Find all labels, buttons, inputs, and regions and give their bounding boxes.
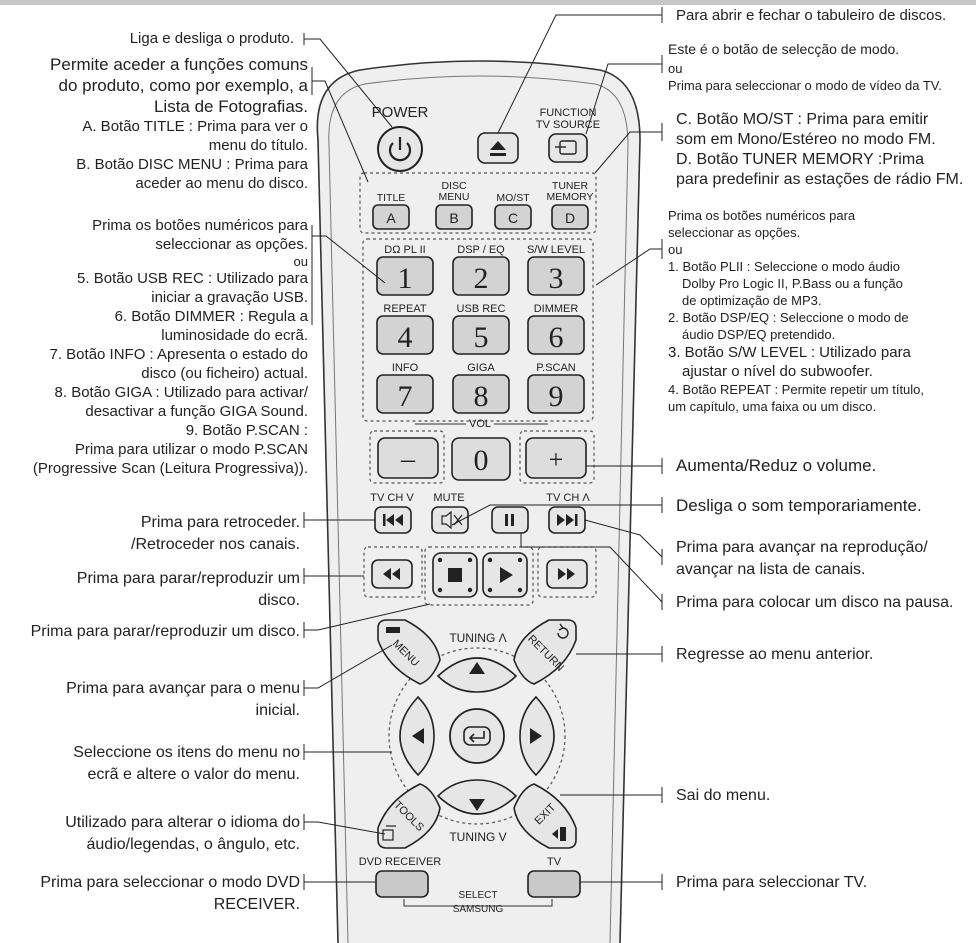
callout-rewind <box>131 512 300 556</box>
callout-numeric-right <box>668 207 924 415</box>
callout-line: ecrã e altere o valor do menu. <box>87 766 300 783</box>
key-label-c: MO/ST <box>496 192 530 204</box>
function-label-2: TV SOURCE <box>535 119 601 131</box>
key-label-a: TITLE <box>376 192 406 204</box>
num-1-text: 1 <box>397 262 413 295</box>
callout-tools <box>65 812 300 856</box>
callout-line: seleccionar as opções. <box>668 225 801 240</box>
callout-line: (Progressive Scan (Leitura Progressiva)). <box>32 460 308 477</box>
callout-line: ou <box>293 254 308 269</box>
tuning-up-label: TUNING Λ <box>449 631 507 645</box>
callout-line: disco. <box>258 592 300 609</box>
callout-stop-play2 <box>31 621 300 643</box>
callout-line: Prima para seleccionar o modo DVD <box>40 874 300 891</box>
callout-numeric-left <box>33 216 308 478</box>
callout-line: Prima para seleccionar o modo de vídeo da TV. <box>668 78 942 93</box>
key-label-d: MEMORY <box>546 191 594 203</box>
callout-line: 9. Botão P.SCAN : <box>185 422 308 439</box>
leader-dvd <box>304 874 376 890</box>
callout-dvd <box>40 872 300 916</box>
callout-line: A. Botão TITLE : Prima para ver o <box>82 118 308 135</box>
power-label: POWER <box>371 104 429 121</box>
num-2-text: 2 <box>473 262 489 295</box>
num-7-text: 7 <box>397 380 413 413</box>
num-label-5: USB REC <box>456 303 506 315</box>
callout-line: Lista de Fotografias. <box>153 97 308 116</box>
leader-forward <box>585 520 662 565</box>
tv-label: TV <box>546 856 562 868</box>
num-label-8: GIGA <box>467 362 495 374</box>
num-label-3: S/W LEVEL <box>526 244 586 256</box>
key-d-text: D <box>564 210 576 226</box>
num-6-text: 6 <box>548 321 564 354</box>
num-9-text: 9 <box>548 380 564 413</box>
num-label-1: DΩ PL II <box>384 244 426 256</box>
leader-tv <box>580 874 662 890</box>
leader-function <box>586 55 662 134</box>
callout-line: áudio DSP/EQ pretendido. <box>682 327 836 342</box>
callout-line: um capítulo, uma faixa ou um disco. <box>668 399 877 414</box>
callout-line: Prima para colocar um disco na pausa. <box>676 594 954 611</box>
leader-numeric-right <box>596 239 662 285</box>
leader-eject <box>498 7 662 133</box>
callout-line: Seleccione os itens do menu no <box>73 744 300 761</box>
callout-line: Liga e desliga o produto. <box>129 30 294 47</box>
callout-function <box>668 38 942 94</box>
callout-menu <box>66 678 300 722</box>
num-label-9: P.SCAN <box>536 362 576 374</box>
leader-select-menu <box>304 744 392 760</box>
callout-line: 3. Botão S/W LEVEL : Utilizado para <box>668 344 911 361</box>
callout-mute <box>676 496 922 515</box>
callout-forward <box>676 537 928 581</box>
callout-line: Prima para parar/reproduzir um disco. <box>30 623 300 640</box>
tools-label: TOOLS <box>391 799 426 834</box>
leader-tools <box>304 814 385 834</box>
key-c-text: C <box>507 210 519 226</box>
leader-volume <box>586 458 662 474</box>
return-label: RETURN <box>525 632 567 674</box>
select-label: SELECT <box>458 890 498 901</box>
key-label-d: TUNER <box>551 180 589 192</box>
callout-pause <box>676 593 953 612</box>
callout-line: para predefinir as estações de rádio FM. <box>676 171 964 188</box>
key-label-b: MENU <box>438 191 470 203</box>
tv-ch-down-label: TV CH V <box>370 492 414 504</box>
leader-stop-play1 <box>304 568 364 584</box>
dvd-receiver-label: DVD RECEIVER <box>358 856 442 868</box>
callout-line: som em Mono/Estéreo no modo FM. <box>676 131 936 148</box>
callout-line: Prima os botões numéricos para <box>668 208 856 223</box>
callout-line: 4. Botão REPEAT : Permite repetir um título, <box>668 382 925 397</box>
callout-line: aceder ao menu do disco. <box>135 175 308 192</box>
callout-line: Sai do menu. <box>676 787 771 804</box>
callout-line: Este é o botão de selecção de modo. <box>668 41 900 57</box>
callout-line: Prima para avançar para o menu <box>66 680 300 697</box>
callout-line: ou <box>668 61 683 76</box>
callout-line: Prima para avançar na reprodução/ <box>676 539 928 556</box>
callout-functions <box>50 54 308 193</box>
callout-line: de optimização de MP3. <box>682 293 822 308</box>
leader-mute <box>452 497 662 525</box>
num-label-7: INFO <box>391 362 419 374</box>
callout-return <box>676 645 873 664</box>
callout-line: RECEIVER. <box>213 896 300 913</box>
menu-label: MENU <box>389 637 422 670</box>
callout-line: Permite aceder a funções comuns <box>50 55 308 74</box>
callout-line: 8. Botão GIGA : Utilizado para activar/ <box>54 384 308 401</box>
leader-functions <box>312 67 368 182</box>
vol-minus-text: – <box>401 444 415 475</box>
key-a-text: A <box>386 210 396 226</box>
callout-volume <box>676 456 876 475</box>
function-label-1: FUNCTION <box>539 107 597 119</box>
key-label-b: DISC <box>441 180 467 192</box>
num-4-text: 4 <box>397 321 413 354</box>
leader-numeric-left <box>312 225 385 325</box>
callout-line: 5. Botão USB REC : Utilizado para <box>77 270 308 287</box>
leader-rewind <box>304 512 375 528</box>
callout-line: C. Botão MO/ST : Prima para emitir <box>676 111 929 128</box>
key-b-text: B <box>449 210 459 226</box>
vol-label: VOL <box>468 418 492 430</box>
tuning-down-label: TUNING V <box>449 830 507 844</box>
callout-exit <box>676 786 770 805</box>
num-label-4: REPEAT <box>383 303 427 315</box>
leader-power <box>304 33 392 127</box>
leader-return <box>576 646 662 662</box>
leader-stop-play2 <box>304 604 430 638</box>
num-label-6: DIMMER <box>533 303 579 315</box>
num-label-2: DSP / EQ <box>457 244 505 256</box>
callout-line: Aumenta/Reduz o volume. <box>676 456 877 475</box>
tv-ch-up-label: TV CH Λ <box>546 492 590 504</box>
callout-line: avançar na lista de canais. <box>676 561 866 578</box>
callout-line: Utilizado para alterar o idioma do <box>65 814 300 831</box>
callout-line: ajustar o nível do subwoofer. <box>682 363 873 380</box>
callout-power <box>130 29 294 48</box>
callout-line: Desliga o som temporariamente. <box>676 496 922 515</box>
num-5-text: 5 <box>473 321 489 354</box>
callout-line: desactivar a função GIGA Sound. <box>85 403 308 420</box>
callout-line: disco (ou ficheiro) actual. <box>141 365 308 382</box>
zero-text: 0 <box>473 444 489 477</box>
callout-most <box>676 110 963 190</box>
callout-line: inicial. <box>255 702 300 719</box>
callout-line: 7. Botão INFO : Apresenta o estado do <box>49 346 308 363</box>
callout-line: áudio/legendas, o ângulo, etc. <box>86 836 300 853</box>
callout-line: Regresse ao menu anterior. <box>676 646 874 663</box>
callout-select-menu <box>73 742 300 786</box>
callout-line: luminosidade do ecrã. <box>161 327 308 344</box>
callout-line: do produto, como por exemplo, a <box>58 76 308 95</box>
callout-line: Dolby Pro Logic II, P.Bass ou a função <box>682 276 903 291</box>
callout-line: Prima para seleccionar TV. <box>676 874 868 891</box>
callout-line: 6. Botão DIMMER : Regula a <box>114 308 308 325</box>
leader-most <box>595 123 662 173</box>
callout-line: Para abrir e fechar o tabuleiro de discos. <box>676 7 947 24</box>
callout-line: Prima para retroceder. <box>140 514 300 531</box>
vol-plus-text: + <box>548 445 564 474</box>
leader-pause <box>521 533 662 610</box>
callout-line: ou <box>668 242 683 257</box>
samsung-label: SAMSUNG <box>452 904 504 915</box>
num-8-text: 8 <box>473 380 489 413</box>
callout-line: Prima os botões numéricos para <box>92 217 308 234</box>
callout-tv <box>676 873 867 892</box>
callout-line: Prima para parar/reproduzir um <box>76 570 300 587</box>
num-3-text: 3 <box>548 262 564 295</box>
callout-line: iniciar a gravação USB. <box>151 289 308 306</box>
callout-stop-play1 <box>77 568 300 612</box>
leader-menu <box>304 645 392 696</box>
callout-eject <box>676 6 946 25</box>
callout-line: seleccionar as opções. <box>155 236 308 253</box>
leader-exit <box>560 787 662 803</box>
callout-line: Prima para utilizar o modo P.SCAN <box>74 441 308 458</box>
callout-line: B. Botão DISC MENU : Prima para <box>76 156 308 173</box>
callout-line: D. Botão TUNER MEMORY :Prima <box>676 151 925 168</box>
callout-line: 2. Botão DSP/EQ : Seleccione o modo de <box>668 310 909 325</box>
exit-label: EXIT <box>532 801 559 828</box>
callout-line: menu do título. <box>208 137 308 154</box>
callout-line: 1. Botão PLII : Seleccione o modo áudio <box>668 259 900 274</box>
mute-label: MUTE <box>433 492 465 504</box>
callout-line: /Retroceder nos canais. <box>131 536 300 553</box>
